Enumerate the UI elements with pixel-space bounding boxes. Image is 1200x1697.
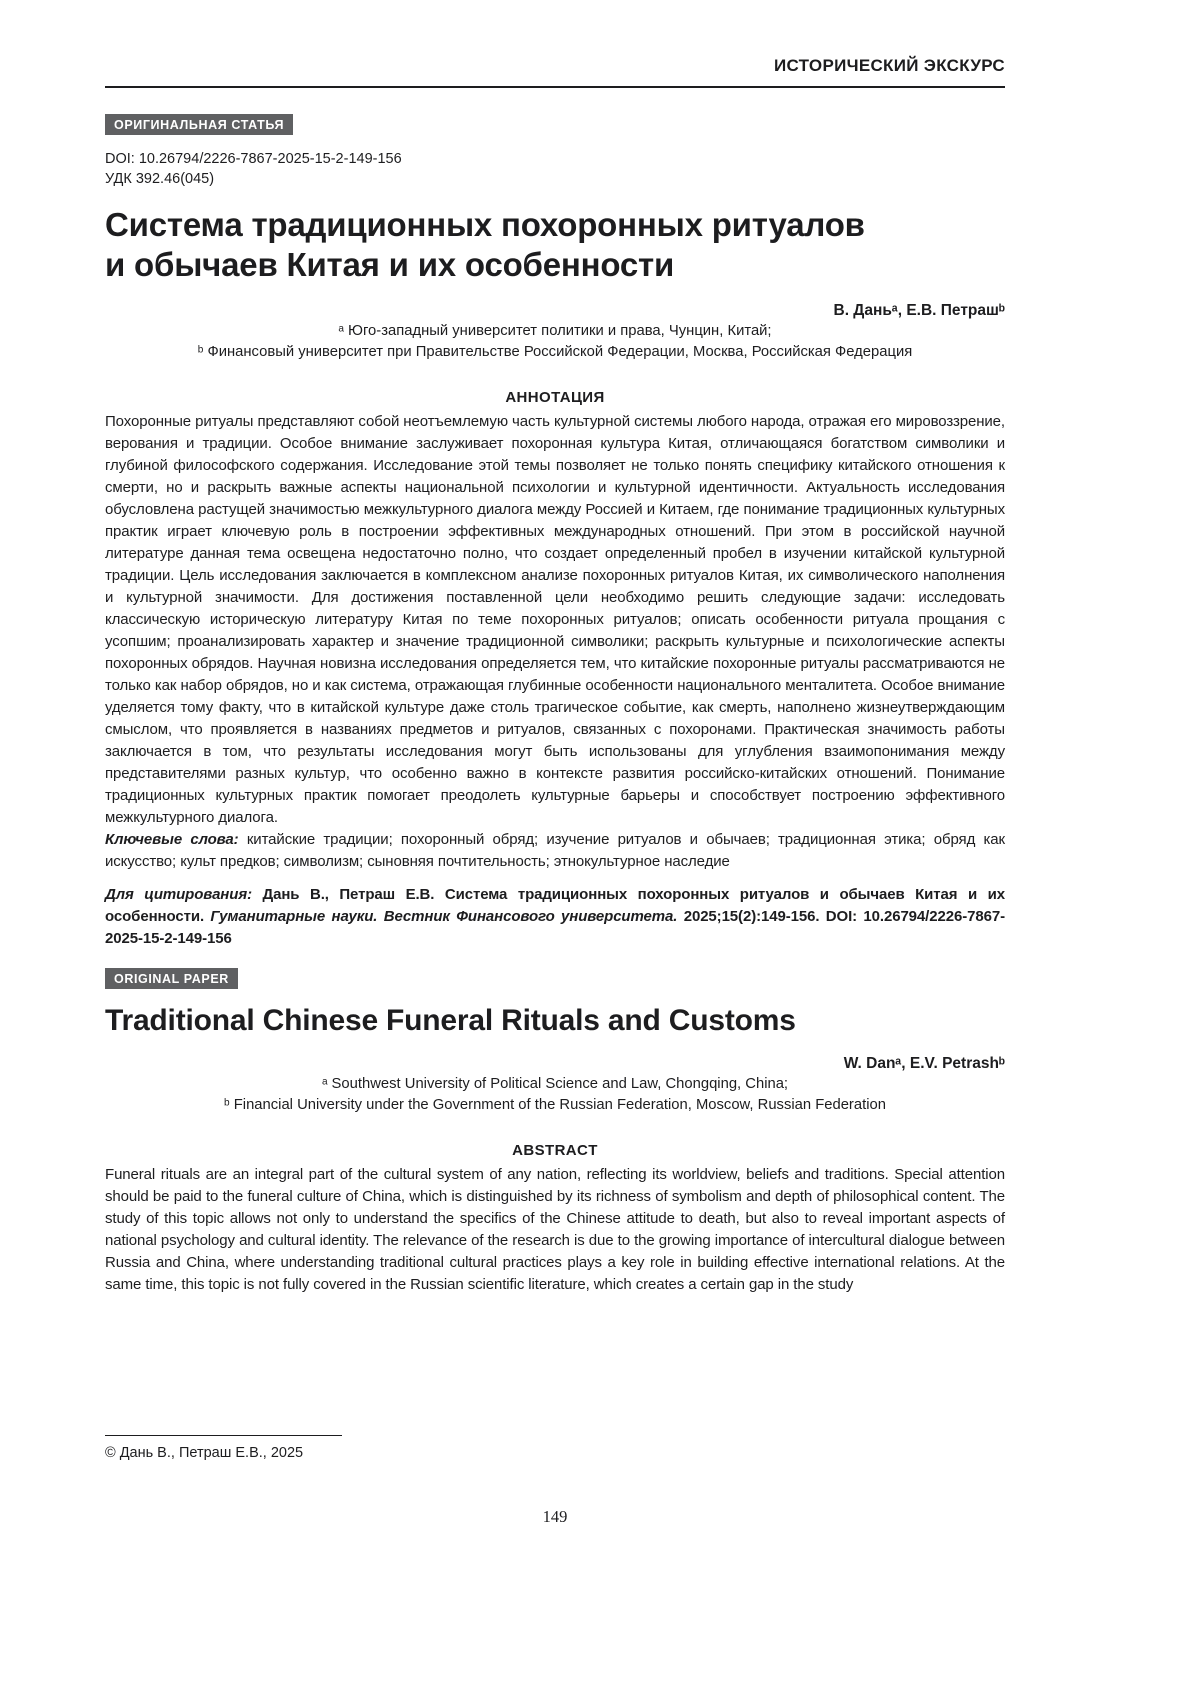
copyright-rule <box>105 1435 342 1436</box>
keywords-text: китайские традиции; похоронный обряд; изучение ритуалов и обычаев; традиционная этика; обряд как искусство; культ предков; символизм; сыновняя почтительность; этнокультурное наследие <box>105 830 1005 870</box>
page-number: 149 <box>542 1507 568 1526</box>
affiliation-b-en: ᵇ Financial University under the Government of the Russian Federation, Moscow, Russian Federation <box>224 1096 886 1113</box>
article-type-badge-en: ORIGINAL PAPER <box>105 968 238 989</box>
citation-label: Для цитирования: <box>105 885 252 903</box>
article-russian <box>105 88 1005 950</box>
abstract-en: Funeral rituals are an integral part of the cultural system of any nation, reflecting its worldview, beliefs and traditions. Special attention should be paid to the funeral culture of China, which is distinguished by its richness of symbolism and depth of philosophical content. The study of this topic allows not only to understand the specifics of the Chinese attitude to death, but also to reveal important aspects of national psychology and cultural identity. The relevance of the research is due to the growing importance of intercultural dialogue between Russia and China, where understanding traditional cultural practices plays a key role in building effective international relations. At the same time, this topic is not fully covered in the Russian scientific literature, which creates a certain gap in the study <box>105 1165 1005 1293</box>
authors-ru: В. Даньᵃ, Е.В. Петрашᵇ <box>833 301 1005 319</box>
abstract-ru: Похоронные ритуалы представляют собой неотъемлемую часть культурной системы любого народа, отражая его мировоззрение, верования и традиции. Особое внимание заслуживает похоронная культура Китая, отличающаяся богатством символики и глубиной философского содержания. Исследование этой темы позволяет не только понять специфику китайского отношения к смерти, но и раскрыть важные аспекты национальной психологии и культурной идентичности. Актуальность исследования обусловлена растущей значимостью межкультурного диалога между Россией и Китаем, где понимание традиционных культурных практик играет ключевую роль в построении эффективных международных отношений. При этом в российской научной литературе данная тема освещена недостаточно полно, что создает определенный пробел в изучении китайской культурной традиции. Цель исследования заключается в комплексном анализе похоронных ритуалов Китая, их символического наполнения и культурной значимости. Для достижения поставленной цели необходимо решить следующие задачи: исследовать классическую историческую литературу Китая по теме похоронных ритуалов; описать особенности ритуала прощания с усопшим; проанализировать характер и значение традиционной символики; раскрыть культурные и психологические аспекты похоронных обрядов. Научная новизна исследования определяется тем, что китайские похоронные ритуалы рассматриваются не только как набор обрядов, но и как система, отражающая глубинные особенности национального менталитета. Особое внимание уделяется тому факту, что в китайской культуре даже столь трагическое событие, как смерть, наполнено жизнеутверждающим смыслом, что проявляется в названиях предметов и ритуалов, связанных с похоронами. Практическая значимость работы заключается в том, что результаты исследования могут быть использованы для углубления взаимопонимания между представителями разных культур, что особенно важно в контексте развития российско-китайских отношений. Понимание традиционных культурных практик помогает преодолеть культурные барьеры и способствует построению эффективного межкультурного диалога. <box>105 412 1005 826</box>
article-title-ru: Система традиционных похоронных ритуалов и обычаев Китая и их особенности <box>105 206 865 284</box>
doi: DOI: 10.26794/2226-7867-2025-15-2-149-156 <box>105 151 402 167</box>
article-english <box>105 950 1005 1296</box>
article-meta <box>105 149 1005 189</box>
affiliation-a-en: ᵃ Southwest University of Political Science and Law, Chongqing, China; <box>321 1075 789 1092</box>
running-head: ИСТОРИЧЕСКИЙ ЭКСКУРС <box>773 56 1005 75</box>
abstract-heading-ru: АННОТАЦИЯ <box>505 388 605 406</box>
citation <box>105 884 1005 950</box>
keywords-label: Ключевые слова: <box>105 830 239 848</box>
authors-en: W. Danᵃ, E.V. Petrashᵇ <box>843 1054 1005 1072</box>
affiliation-b-ru: ᵇ Финансовый университет при Правительстве Российской Федерации, Москва, Российская Федерация <box>197 343 913 360</box>
article-type-badge-ru: ОРИГИНАЛЬНАЯ СТАТЬЯ <box>105 114 293 135</box>
article-type-row-ru <box>105 114 1005 135</box>
page-footer <box>105 1435 1005 1527</box>
citation-tail: 2025;15(2):149-156. DOI: 10.26794/2226-7867-2025-15-2-149-156 <box>105 907 1005 947</box>
article-title-en: Traditional Chinese Funeral Rituals and Customs <box>105 1003 796 1037</box>
abstract-heading-en: ABSTRACT <box>512 1141 598 1159</box>
citation-text: Дань В., Петраш Е.В. Система традиционных похоронных ритуалов и обычаев Китая и их особенности. <box>105 885 1005 925</box>
keywords-ru <box>105 829 1005 873</box>
citation-journal: Гуманитарные науки. Вестник Финансового университета. <box>210 907 678 925</box>
affiliation-a-ru: ᵃ Юго-западный университет политики и права, Чунцин, Китай; <box>338 322 772 339</box>
udc: УДК 392.46(045) <box>105 171 215 187</box>
copyright: © Дань В., Петраш Е.В., 2025 <box>105 1445 304 1461</box>
article-type-row-en <box>105 968 1005 989</box>
